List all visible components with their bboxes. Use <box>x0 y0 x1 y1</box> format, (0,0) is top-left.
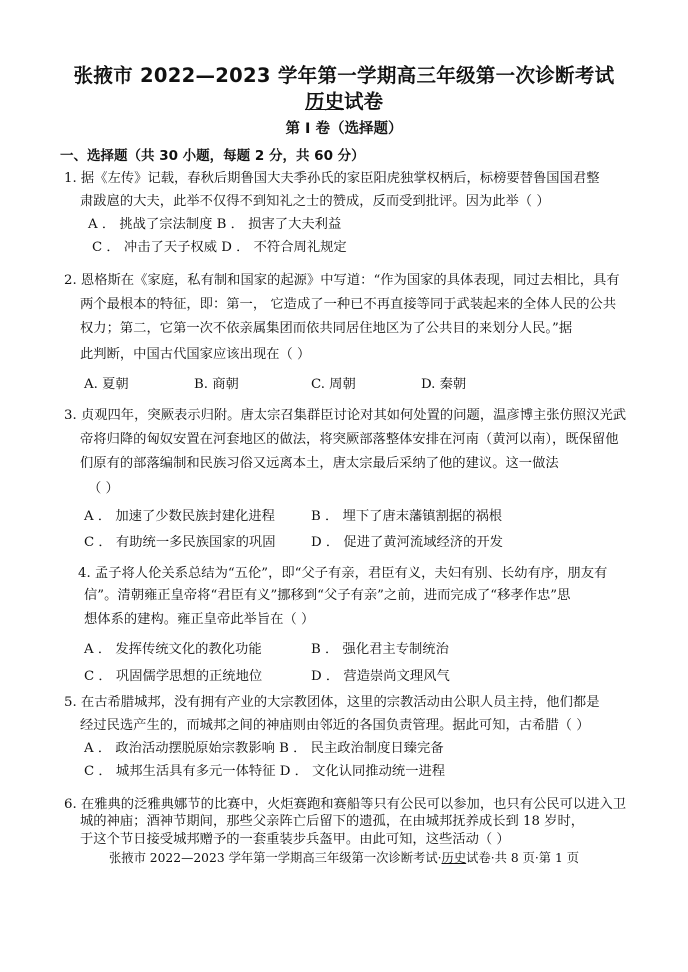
question-2-option-d: D. 秦朝 <box>421 377 467 392</box>
question-2-line-1: 2. 恩格斯在《家庭，私有制和国家的起源》中写道：“作为国家的具体表现，同过去相比，具有 <box>64 273 620 288</box>
question-2-options <box>0 373 688 393</box>
question-4-line-3: 想体系的建构。雍正皇帝此举旨在（ ） <box>84 612 315 627</box>
question-6-line-3: 于这个节日接受城邦赠予的一套重装步兵盔甲。由此可知，这些活动（ ） <box>80 832 510 847</box>
question-3-option-d: D ． 促进了黄河流域经济的开发 <box>311 535 503 550</box>
question-3-line-1: 3. 贞观四年，突厥表示归附。唐太宗召集群臣讨论对其如何处置的问题，温彦博主张仿照汉光武 <box>64 408 627 423</box>
question-2-line-2: 两个最根本的特征，即：第一， 它造成了一种已不再直接等同于武装起来的全体人民的公共 <box>80 297 617 312</box>
question-2-option-c: C. 周朝 <box>311 377 356 392</box>
question-4-line-1: 4. 孟子将人伦关系总结为“五伦”，即“父子有亲，君臣有义，夫妇有别、长幼有序，朋友有 <box>78 566 608 581</box>
question-1-option-ab: A ． 挑战了宗法制度 B ． 损害了大夫利益 <box>88 217 342 232</box>
question-6-line-1: 6. 在雅典的泛雅典娜节的比赛中，火炬赛跑和赛船等只有公民可以参加，也只有公民可以进入卫 <box>64 797 627 812</box>
question-2-option-a: A. 夏朝 <box>84 377 129 392</box>
question-6-line-2: 城的神庙；酒神节期间，那些父亲阵亡后留下的遗孤，在由城邦抚养成长到 18 岁时， <box>80 814 585 829</box>
question-1-line-2: 肃跋扈的大夫，此举不仅得不到知礼之士的赞成，反而受到批评。因为此举（ ） <box>80 194 550 209</box>
question-3-line-3: 们原有的部落编制和民族习俗又远离本土，唐太宗最后采纳了他的建议。这一做法 <box>80 456 559 471</box>
question-4-line-2: 信”。清朝雍正皇帝将“君臣有义”挪移到“父子有亲”之前，进而完成了“移孝作忠”思 <box>84 588 571 603</box>
question-2-line-4: 此判断，中国古代国家应该出现在（ ） <box>80 347 311 362</box>
question-2-option-b: B. 商朝 <box>194 377 239 392</box>
volume-heading: 第 I 卷（选择题） <box>285 121 403 137</box>
question-1-option-cd: C ． 冲击了天子权威 D ． 不符合周礼规定 <box>92 240 347 255</box>
subject-suffix: 试卷 <box>344 90 384 113</box>
question-4-option-b: B ． 强化君主专制统治 <box>311 642 449 657</box>
question-3-options <box>0 505 688 551</box>
footer-subject: 历史 <box>441 851 467 865</box>
question-1-line-1: 1. 据《左传》记载，春秋后期鲁国大夫季孙氏的家臣阳虎独掌权柄后，标榜要替鲁国国君整 <box>64 171 600 186</box>
question-4-option-c: C ． 巩固儒学思想的正统地位 <box>84 669 263 684</box>
footer-prefix: 张掖市 2022—2023 学年第一学期高三年级第一次诊断考试· <box>108 851 442 865</box>
question-5-option-cd: C ． 城邦生活具有多元一体特征 D ． 文化认同推动统一进程 <box>84 764 446 779</box>
exam-subtitle <box>0 86 688 114</box>
question-3-line-4: （ ） <box>88 481 119 496</box>
page-footer <box>0 848 688 866</box>
question-5-line-2: 经过民选产生的，而城邦之间的神庙则由邻近的各国负责管理。据此可知，古希腊（ ） <box>80 718 590 733</box>
question-3-option-b: B ． 埋下了唐末藩镇割据的祸根 <box>311 509 503 524</box>
question-3-option-a: A ． 加速了少数民族封建化进程 <box>84 509 275 524</box>
question-5-line-1: 5. 在古希腊城邦，没有拥有产业的大宗教团体，这里的宗教活动由公职人员主持，他们都是 <box>64 695 600 710</box>
subject-name: 历史 <box>304 90 344 113</box>
question-3-option-c: C ． 有助统一多民族国家的巩固 <box>84 535 276 550</box>
question-5-option-ab: A ． 政治活动摆脱原始宗教影响 B ． 民主政治制度日臻完备 <box>84 741 444 756</box>
exam-title: 张掖市 2022—2023 学年第一学期高三年级第一次诊断考试 <box>73 64 615 87</box>
question-4-options <box>0 638 688 684</box>
footer-suffix: 试卷·共 8 页·第 1 页 <box>466 851 580 865</box>
question-2-line-3: 权力；第二，它第一次不依亲属集团而依共同居住地区为了公共目的来划分人民。”据 <box>80 321 573 336</box>
question-4-option-d: D ． 营造崇尚文理风气 <box>311 669 450 684</box>
question-4-option-a: A ． 发挥传统文化的教化功能 <box>84 642 262 657</box>
section-heading: 一、选择题（共 30 小题，每题 2 分，共 60 分） <box>60 148 365 164</box>
question-3-line-2: 帝将归降的匈奴安置在河套地区的做法，将突厥部落整体安排在河南（黄河以南），既保留他 <box>80 432 619 447</box>
